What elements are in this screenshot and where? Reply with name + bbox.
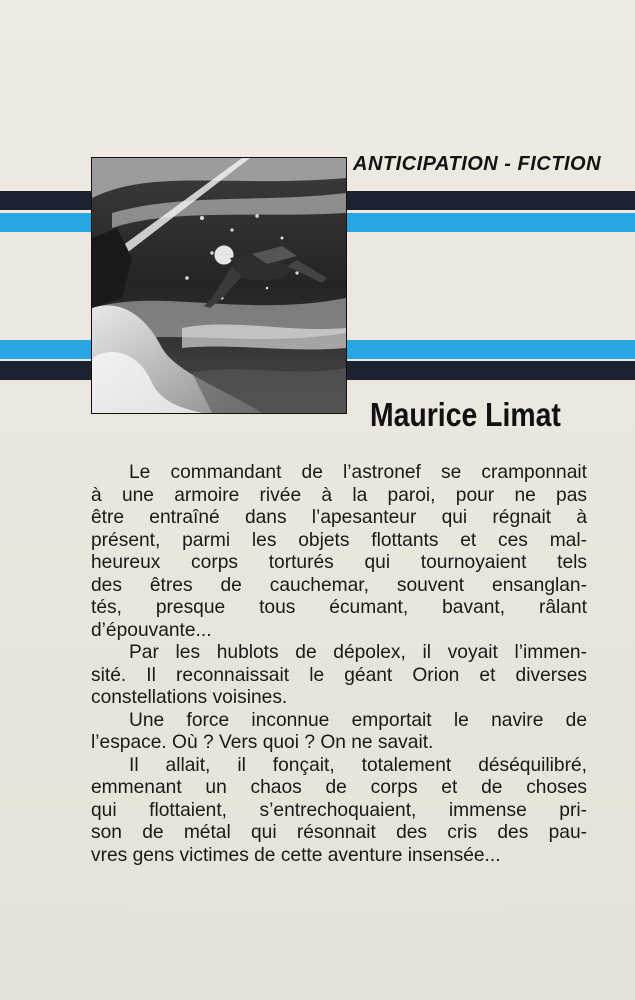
blurb-line: vres gens victimes de cette aventure insensée... [91,844,501,866]
cover-illustration [91,157,347,414]
blurb-line: Une force inconnue emportait le navire de [129,709,587,731]
blurb-line: Il allait, il fonçait, totalement déséquilibré, [129,754,587,776]
series-title: ANTICIPATION - FICTION [353,153,602,175]
blurb-line: son de métal qui résonnait des cris des pau- [91,822,587,843]
blurb-line: qui flottaient, s’entrechoquaient, immense pri- [91,799,587,821]
blurb-line: tés, presque tous écumant, bavant, râlant [91,597,587,618]
blurb-line: heureux corps torturés qui tournoyaient tels [91,552,587,573]
blurb-line: emmenant un chaos de corps et de choses [91,777,587,798]
astronaut-illustration-icon [92,158,346,413]
author-name: Maurice Limat [370,396,561,433]
blurb-line: à une armoire rivée à la paroi, pour ne pas [91,484,587,506]
blurb-line: sité. Il reconnaissait le géant Orion et diverses [91,664,587,686]
blurb-line: Par les hublots de dépolex, il voyait l’immen- [129,642,587,663]
blurb-line: l’espace. Où ? Vers quoi ? On ne savait. [91,732,434,753]
blurb-line: constellations voisines. [91,687,288,708]
blurb-line: présent, parmi les objets flottants et ces mal- [91,529,587,551]
blurb-text [91,462,587,867]
blurb-line: être entraîné dans l’apesanteur qui régnait à [91,507,587,528]
blurb-line: d’épouvante... [91,619,212,641]
blurb-line: des êtres de cauchemar, souvent ensanglan- [91,574,587,596]
blurb-line: Le commandant de l’astronef se cramponnait [129,462,587,483]
